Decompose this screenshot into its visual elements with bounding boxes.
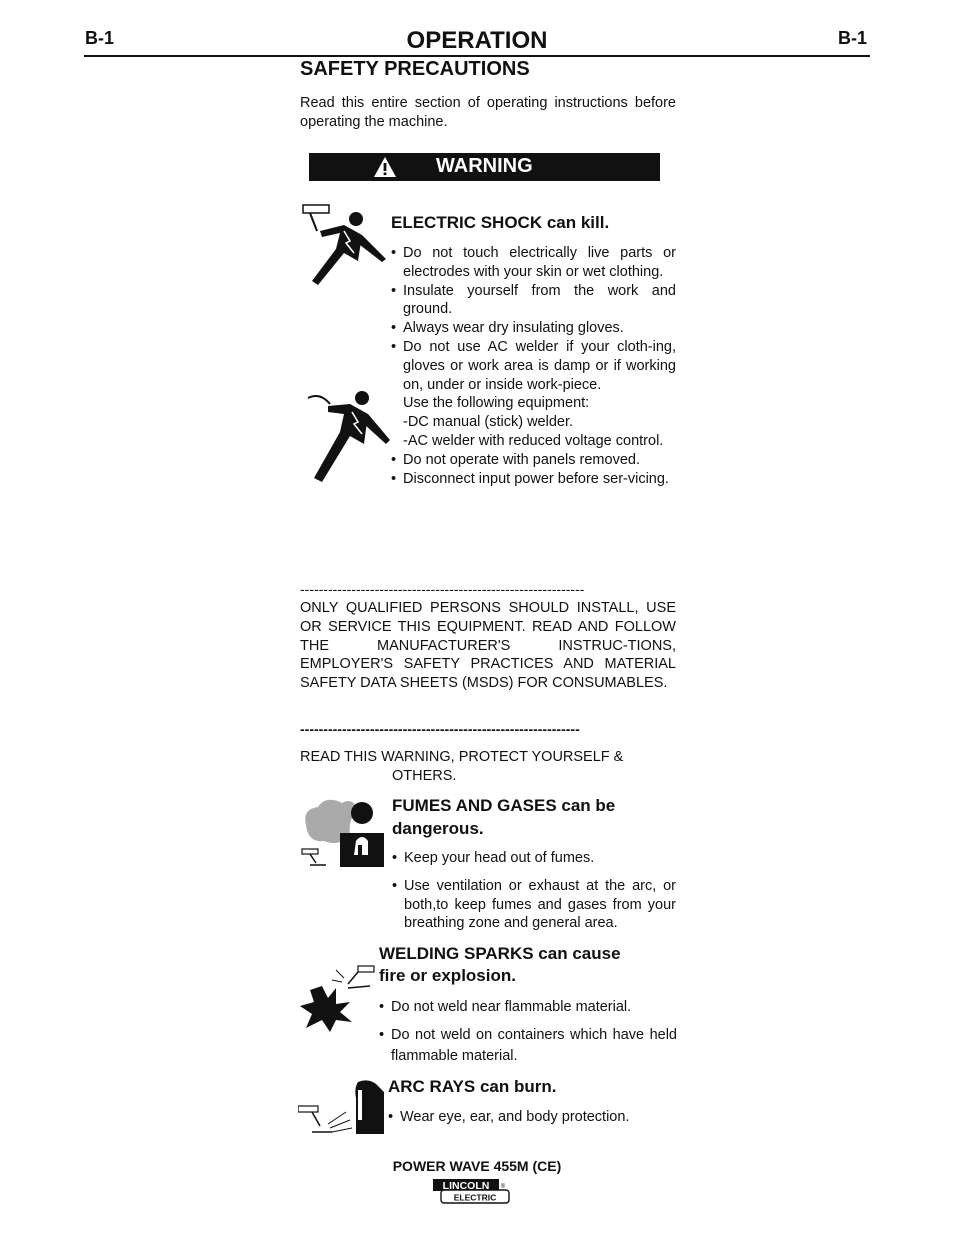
intro-text: Read this entire section of operating instructions before operating the machine. (300, 95, 676, 130)
arc-rays-heading: ARC RAYS can burn. (388, 1077, 557, 1096)
sparks-list (379, 997, 677, 1067)
read-warning-line2: OTHERS. (392, 768, 457, 784)
list-item: • Do not touch electrically live parts or electrodes with your skin or wet clothing. (391, 244, 676, 282)
electric-shock-list (391, 244, 676, 488)
list-item: • Do not weld on containers which have held flammable material. (379, 1025, 677, 1067)
section-title: SAFETY PRECAUTIONS (300, 58, 530, 80)
list-item: • Disconnect input power before ser-vicing. (391, 470, 676, 489)
list-item: • Insulate yourself from the work and ground. (391, 282, 676, 320)
page-code-left: B-1 (85, 28, 115, 48)
header-rule (84, 55, 870, 57)
equipment-item: -DC manual (stick) welder. (403, 414, 574, 431)
sparks-explosion-icon (300, 962, 380, 1034)
sparks-heading-line1: WELDING SPARKS can cause (379, 944, 621, 963)
separator-bottom: ------------------------------------------------------------ (300, 721, 580, 737)
warning-label: WARNING (436, 155, 533, 177)
equipment-item: -AC welder with reduced voltage control. (403, 432, 664, 449)
sparks-heading-line2: fire or explosion. (379, 966, 516, 985)
fumes-icon (300, 795, 385, 870)
page-code-right: B-1 (838, 28, 868, 48)
logo-mark: ® (500, 1184, 506, 1190)
list-item: • Keep your head out of fumes. (392, 849, 676, 868)
fumes-item2-bold: Use ventilation or exhaust at (404, 877, 599, 894)
electric-shock-icon-2 (300, 388, 390, 488)
page-title: OPERATION (406, 27, 548, 54)
footer-model: POWER WAVE 455M (CE) (392, 1158, 562, 1174)
fumes-item2-rest: the arc, or both,to keep fumes and gases from your breathing zone and general area. (404, 877, 676, 932)
read-warning-line1: READ THIS WARNING, PROTECT YOURSELF & (300, 749, 624, 765)
list-item: • Do not use AC welder if your cloth-ing, gloves or work area is damp or if working on, under or inside work-piece. (391, 338, 676, 394)
list-item: • Do not weld near flammable material. (379, 997, 677, 1018)
list-item (392, 877, 676, 933)
logo-top-text: LINCOLN (442, 1180, 490, 1192)
list-item: • Do not operate with panels removed. (391, 451, 676, 470)
logo-bottom-text: ELECTRIC (453, 1192, 497, 1203)
lincoln-electric-logo (432, 1178, 510, 1204)
warning-triangle-icon (373, 156, 397, 178)
arc-rays-list (388, 1108, 678, 1127)
equipment-intro: Use the following equipment: (403, 395, 590, 412)
qualified-notice: ONLY QUALIFIED PERSONS SHOULD INSTALL, USE OR SERVICE THIS EQUIPMENT. READ AND FOLLOW THE MANUFACTURER'S INSTRUC-TIONS, EMPLOYER'S SAFETY PRACTICES AND MATERIAL SAFETY DATA SHEETS (MSDS) FOR CONSUMABLES. (300, 600, 676, 692)
list-item: • Wear eye, ear, and body protection. (388, 1108, 678, 1127)
separator-top: ------------------------------------------------------------- (300, 581, 585, 597)
electric-shock-heading: ELECTRIC SHOCK can kill. (391, 213, 610, 232)
fumes-heading-line2: dangerous. (392, 819, 484, 838)
fumes-heading-line1: FUMES AND GASES can be (392, 796, 616, 815)
arc-rays-icon (298, 1078, 388, 1136)
list-item: • Always wear dry insulating gloves. (391, 319, 676, 338)
fumes-list (392, 849, 676, 933)
electric-shock-icon (300, 203, 390, 288)
